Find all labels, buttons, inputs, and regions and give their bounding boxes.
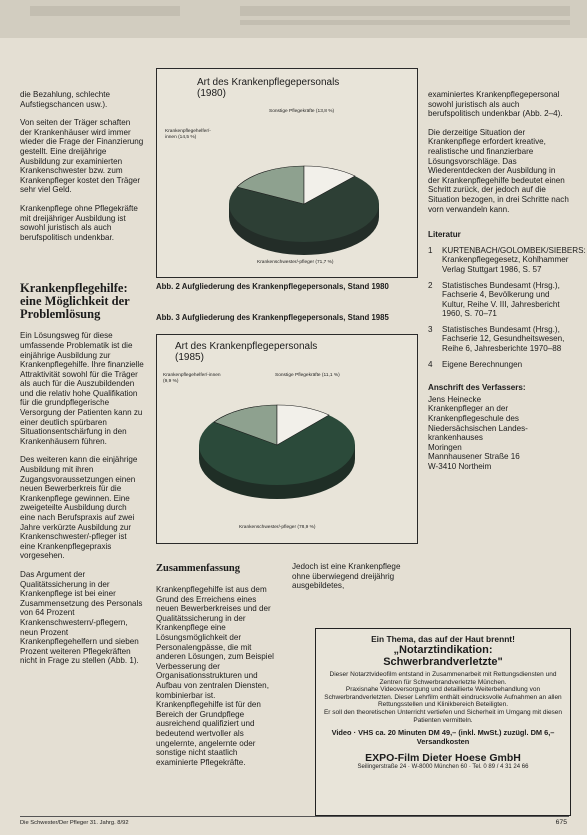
- pie-chart-1985: [156, 334, 418, 544]
- figure-caption: Abb. 3 Aufgliederung des Krankenpflegepersonals, Stand 1985: [156, 313, 389, 322]
- address-line: Mannhausener Straße 16: [428, 452, 520, 462]
- paragraph: Des weiteren kann die einjährige Ausbildung mit ihren Zugangsvoraussetzungen einen neuen Bewerberkreis für die Krankenpflege gewinnen. Eine zweigeteilte Ausbildung durch eine nach Berufspraxis auf zwei Jahre verkürzte Ausbildung zur Krankenschwester/-pfleger ist eine Krankenpflegepraxis vorgesehen.: [20, 455, 138, 561]
- summary-column: [156, 562, 280, 776]
- ad-text: Dieser Notarztvideofilm entstand in Zusammenarbeit mit Rettungsdiensten und Zentren für Schwerbrandverletzte München.: [329, 671, 557, 686]
- header-ghost-left: [30, 6, 180, 16]
- label-other: Sonstige Pflegekräfte (13,8 %): [269, 109, 335, 114]
- address-line: Niedersächsischen Landes-: [428, 423, 528, 433]
- column-left: [20, 90, 144, 675]
- page-number: 675: [555, 819, 567, 826]
- literature-item: [428, 281, 569, 319]
- label-nurses: Krankenschwester/-pfleger (78,9 %): [239, 525, 316, 530]
- literature-item: [428, 245, 586, 275]
- address-line: Krankenpfleger an der: [428, 404, 509, 414]
- figure-caption: Abb. 2 Aufgliederung des Krankenpflegepersonals, Stand 1980: [156, 282, 389, 291]
- header-ghost-right: [240, 6, 570, 16]
- ad-headline: Ein Thema, das auf der Haut brennt!: [371, 634, 515, 644]
- section-heading: Krankenpflegehilfe: eine Möglichkeit der Problemlösung: [20, 281, 130, 322]
- label-nurses: Krankenschwester/-pfleger (71,7 %): [257, 260, 334, 265]
- address-line: Krankenpflegeschule des: [428, 414, 519, 424]
- ad-company: EXPO-Film Dieter Hoese GmbH: [365, 752, 521, 765]
- chart-title: Art des Krankenpflegepersonals (1980): [197, 77, 340, 99]
- paragraph: examiniertes Krankenpflegepersonal sowohl juristisch als auch berufspolitisch undenkbar (Abb. 2–4).: [428, 90, 563, 119]
- literature-list: [428, 245, 586, 370]
- paragraph: Von seiten der Träger schaften der Krankenhäuser wird immer wieder die Frage der Finanzierung gestellt. Eine dreijährige Ausbildung zur examinierten Krankenschwester bzw. zum Krankenpfleger kostet den Träger sehr viel Geld.: [20, 118, 144, 195]
- literature-item: [428, 360, 569, 370]
- literature-text: KURTENBACH/GOLOMBEK/SIEBERS: Krankenpflegegesetz, Kohlhammer Verlag Stuttgart 1986, S. 57: [442, 245, 586, 274]
- label-helpers: Krankenpflegehelfer/-innen (14,5 %): [165, 129, 211, 140]
- chart-title: Art des Krankenpflegepersonals (1985): [175, 341, 318, 363]
- literature-text: Eigene Berechnungen: [442, 359, 523, 369]
- header-ghost-sub: [240, 20, 570, 25]
- literature-number: 3: [428, 324, 433, 334]
- paragraph: Das Argument der Qualitätssicherung in der Krankenpflege ist bei einer Zusammensetzung des Personals von 64 Prozent Krankenschwestern/-pflegern, neun Prozent Krankenpflegehelfern und sieben Prozent weiteren Pflegekräften nicht in Frage zu stellen (Abb. 1).: [20, 569, 143, 666]
- paragraph: Die derzeitige Situation der Krankenpflege erfordert kreative, realistische und finanzierbare Lösungsvorschläge. Das Wiederentdecken der Ausbildung in der Krankenpflegehilfe bedeutet einen Schritt zurück, der jedoch auf die Situation bezogen, in drei Schritte nach vorn verwandeln kann.: [428, 127, 569, 214]
- column-right: [428, 90, 586, 472]
- literature-text: Statistisches Bundesamt (Hrsg.), Fachserie 4, Bevölkerung und Kultur, Reihe V. III, Jahresbericht 1960, S. 70–71: [442, 280, 560, 319]
- footer-rule: [20, 816, 569, 817]
- section-heading: Zusammenfassung: [156, 563, 241, 574]
- label-other: Sonstige Pflegekräfte (11,1 %): [275, 373, 340, 378]
- ad-address: Seilingerstraße 24 · W-8000 München 60 · Tel. 0 89 / 4 31 24 66: [357, 764, 529, 771]
- paragraph: Jedoch ist eine Krankenpflege ohne überwiegend dreijährig ausgebildetes,: [292, 562, 401, 591]
- address-line: Jens Heinecke: [428, 394, 482, 404]
- label-helpers: Krankenpflegehelfer/-innen (9,9 %): [163, 373, 221, 384]
- address-line: W-3410 Northeim: [428, 462, 492, 471]
- pie-chart-1980: [156, 68, 418, 278]
- advertisement: [315, 628, 571, 816]
- paragraph: Ein Lösungsweg für diese umfassende Problematik ist die einjährige Ausbildung zur Krankenpflegehilfe. Ihre finanzielle Attraktivität sowohl für die Träger als auch für die Auszubildenden und die relativ hohe Qualifikation für die grundpflegerische Versorgung der Patienten kann zu einer deutlich spürbaren Situationsentschärfung in den Krankenhäusern führen.: [20, 331, 144, 446]
- paragraph: Krankenpflegehilfe ist aus dem Grund des Erreichens eines neuen Bewerberkreises und der Qualitätssicherung in der Krankenpflege eine Lösungsmöglichkeit der Personalengpässe, die mit anderen Lösungen, zum Beispiel Verbesserung der Organisationsstrukturen und Aufbau von zentralen Diensten, kombinierbar ist. Krankenpflegehilfe ist für den Bereich der Grundpflege ausreichend qualifiziert und bedeutend wertvoller als ungelernte, angelernte oder sonstige nicht staatlich examinierte Pflegekräfte.: [156, 585, 274, 767]
- ad-title: „Notarztindikation:: [393, 644, 493, 656]
- header-band: [0, 0, 587, 38]
- literature-item: [428, 325, 569, 354]
- literature-text: Statistisches Bundesamt (Hrsg.), Fachserie 12, Gesundheitswesen, Reihe 6, Jahresberichte 1970–88: [442, 324, 565, 354]
- ad-text: Praxisnahe Videoversorgung und detaillierte Weiterbehandlung von Schwerbrandverletzten. Dieser Lehrfilm enthält eindrucksvolle Aufnahmen an allen Rettungsstellen und Klinikbereich Beteiligten.: [324, 686, 562, 709]
- address-heading: Anschrift des Verfassers:: [428, 383, 526, 393]
- footer-journal: Die Schwester/Der Pfleger 31. Jahrg. 8/92: [20, 820, 129, 826]
- author-address: [428, 395, 569, 472]
- literature-number: 1: [428, 245, 433, 255]
- summary-column-2: [292, 562, 416, 600]
- address-line: Moringen: [428, 442, 462, 452]
- literature-heading: Literatur: [428, 230, 461, 240]
- literature-number: 2: [428, 280, 433, 290]
- ad-price: Video · VHS ca. 20 Minuten DM 49,– (inkl. MwSt.) zuzügl. DM 6,– Versandkosten: [331, 728, 555, 747]
- ad-title-2: Schwerbrandverletzte": [383, 656, 503, 668]
- pie-svg: [157, 335, 417, 543]
- pie-svg: [157, 69, 417, 277]
- paragraph: Krankenpflege ohne Pflegekräfte mit dreijähriger Ausbildung ist sowohl juristisch als auch berufspolitisch undenkbar.: [20, 203, 138, 242]
- ad-text: Er soll den theoretischen Unterricht vertiefen und Sicherheit im Umgang mit diesen Patienten vermitteln.: [323, 708, 563, 724]
- literature-number: 4: [428, 359, 433, 369]
- address-line: krankenhauses: [428, 433, 483, 443]
- paragraph: die Bezahlung, schlechte Aufstiegschancen usw.).: [20, 90, 110, 109]
